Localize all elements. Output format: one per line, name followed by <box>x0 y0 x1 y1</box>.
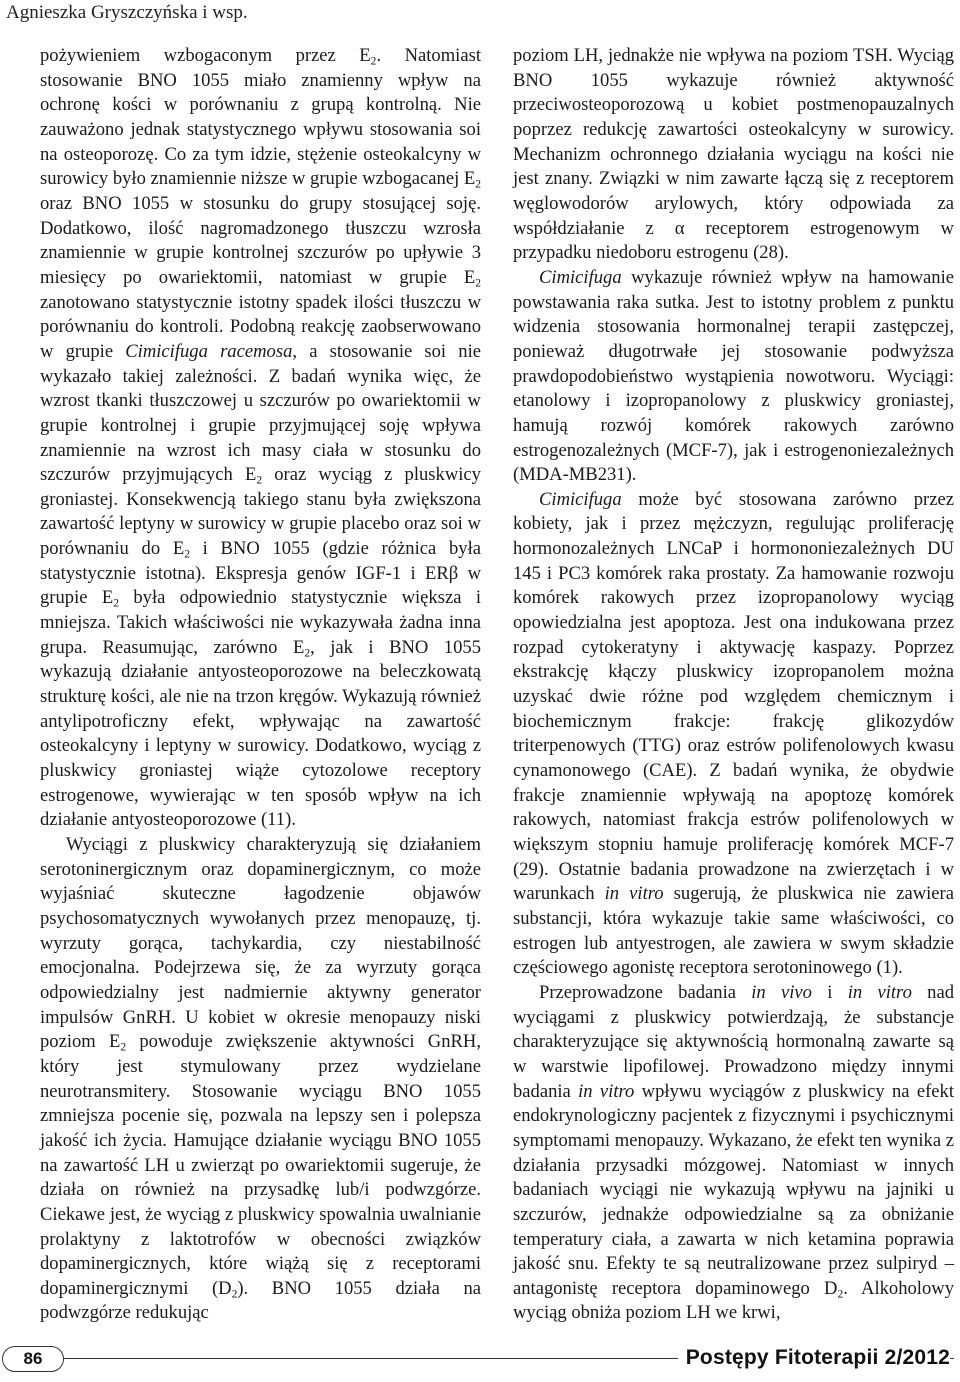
paragraph <box>513 266 954 488</box>
text-run: była odpowiednio statystycznie większa i mniejsza. Takich właściwości nie wykazywała żadna inna grupa. Reasumując, zarówno E <box>40 587 482 658</box>
text-run: zanotowano statystycznie istotny spadek ilości tłuszczu w porównaniu do kontroli. Podobną reakcję zaobserwowano w grupie <box>40 291 481 362</box>
italic-term: in vitro <box>847 981 912 1003</box>
text-run: oraz wyciąg z pluskwicy groniastej. Konsekwencją takiego stanu była zwiększona zawartość leptyny w surowicy w grupie placebo oraz soi w porównaniu do E <box>40 464 481 560</box>
running-header-author: Agnieszka Gryszczyńska i wsp. <box>6 2 248 23</box>
journal-title: Postępy Fitoterapii 2/2012 <box>678 1342 950 1374</box>
text-run: Wyciągi z pluskwicy charakteryzują się działaniem serotoninergicznym oraz dopaminergicznym, co może wyjaśniać skuteczne łagodzenie objawów psychosomatycznych wywołanych przez menopauzę, tj. wyrzuty gorąca, tachykardia, czy niestabilność emocjonalna. Podejrzewa się, że za wyrzuty gorąca odpowiedzialny jest nadmiernie aktywny generator impulsów GnRH. U kobiet w okresie menopauzy niski poziom E <box>40 834 481 1053</box>
text-run: . Alkoholowy wyciąg obniża poziom LH we krwi, <box>513 1277 954 1324</box>
text-run: nad wyciągami z pluskwicy potwierdzają, że substancje charakteryzujące się aktywnością hormonalną zawarte są w warstwie lipofilowej. Prowadzono między innymi badania <box>513 981 954 1102</box>
text-run: wpływu wyciągów z pluskwicy na efekt endokrynologiczny pacjentek z fizycznymi i psychicznymi symptomami menopauzy. Wykazano, że efekt ten wynika z działania przysadki mózgowej. Natomiast w innych badaniach wyciągi nie wykazują wpływu na jajniki u szczurów, jednakże odpowiedzialne są za obniżanie temperatury ciała, a zawarta w nich ketamina poprawia jakość snu. Efekty te są neutralizowane przez sulpiryd – antagonistę receptora dopaminowego D <box>513 1080 954 1299</box>
text-run: sugerują, że pluskwica nie zawiera substancji, która wykazuje takie same właściwości, co estrogen lub antyestrogen, ale zawiera w swym składzie częściowego agonistę receptora serotoninowego (1). <box>513 883 954 979</box>
text-run: wykazuje również wpływ na hamowanie powstawania raka sutka. Jest to istotny problem z punktu widzenia stosowania hormonalnej terapii zastępczej, ponieważ długotrwałe jej stosowanie podwyższa prawdopodobieństwo wystąpienia nowotworu. Wyciągi: etanolowy i izopropanolowy z pluskwicy groniastej, hamują rozwój komórek rakowych zarówno estrogenozależnych (MCF-7), jak i estrogenoniezależnych (MDA-MB231). <box>513 266 954 486</box>
text-column-right <box>513 44 954 1326</box>
page-footer <box>0 1338 960 1382</box>
page-number: 86 <box>2 1346 64 1372</box>
subscript: 2 <box>837 1288 844 1301</box>
subscript: 2 <box>370 55 377 68</box>
italic-term: Cimicifuga <box>539 488 622 510</box>
text-run: i BNO 1055 (gdzie różnica była statystycznie istotna). Ekspresja genów IGF-1 i ERβ w grupie E <box>40 538 481 609</box>
subscript: 2 <box>120 1041 127 1054</box>
text-run: . Natomiast stosowanie BNO 1055 miało znamienny wpływ na ochronę kości w porównaniu z grupą kontrolną. Nie zauważono jednak statystycznego wpływu stosowania soi na osteoporozę. Co za tym idzie, stężenie osteokalcyny w surowicy było znamiennie niższe w grupie wzbogacanej E <box>40 45 481 190</box>
text-run: , a stosowanie soi nie wykazało takiej zależności. Z badań wynika więc, że wzrost tkanki tłuszczowej u szczurów po owariektomii w grupie kontrolnej i grupie przyjmującej soję wpływa znamiennie na wzrost ich masy ciała w stosunku do szczurów przyjmujących E <box>40 340 481 486</box>
italic-term: Cimicifuga <box>539 266 622 288</box>
paragraph <box>40 833 481 1326</box>
text-run: powoduje zwiększenie aktywności GnRH, który jest stymulowany przez wydzielane neurotransmitery. Stosowanie wyciągu BNO 1055 zmniejsza pocenie się, pozwala na lepszy sen i polepsza jakość ich życia. Hamujące działanie wyciągu BNO 1055 na zawartość LH u zwierząt po owariektomii sugeruje, że działa on również na przysadkę lub/i podwzgórze. Ciekawe jest, że wyciąg z pluskwicy spowalnia uwalnianie prolaktyny z laktotrofów w obecności związków dopaminergicznych, które wiążą się z receptorami dopaminergicznymi (D <box>40 1031 482 1299</box>
text-column-left <box>40 44 481 1326</box>
subscript: 2 <box>475 178 482 191</box>
text-run: poziom LH, jednakże nie wpływa na poziom TSH. Wyciąg BNO 1055 wykazuje również aktywność przeciwosteoporozową u kobiet postmenopauzalnych poprzez redukcję zawartości osteokalcyny w surowicy. Mechanizm ochronnego działania wyciągu na kości nie jest znany. Związki w nim zawarte łączą się z receptorem węglowodorów arylowych, który odpowiada za współdziałanie z α receptorem estrogenowym w przypadku niedoboru estrogenu (28). <box>513 45 954 264</box>
text-run: i <box>811 981 848 1003</box>
italic-term: in vivo <box>751 981 812 1003</box>
subscript: 2 <box>475 277 481 290</box>
paragraph <box>40 44 481 833</box>
subscript: 2 <box>231 1288 238 1301</box>
text-run: ). BNO 1055 działa na podwzgórze redukując <box>40 1277 481 1324</box>
italic-term: in vitro <box>578 1080 635 1102</box>
paragraph <box>513 44 954 266</box>
text-run: Przeprowadzone badania <box>539 981 752 1003</box>
text-run: , jak i BNO 1055 wykazują działanie antyosteoporozowe na beleczkowatą strukturę kości, ale nie na trzon kręgów. Wykazują również antylipotroficzny efekt, wpływając na zawartość osteokalcyny i leptyny w surowicy. Dodatkowo, wyciąg z pluskwicy groniastej wiąże cytozolowe receptory estrogenowe, wywierając w ten sposób wpływ na ich działanie antyosteoporozowe (11). <box>40 636 481 831</box>
text-run: może być stosowana zarówno przez kobiety, jak i przez mężczyzn, regulując proliferację hormonozależnych LNCaP i hormononiezależnych DU 145 i PC3 komórek raka prostaty. Za hamowanie rozwoju komórek rakowych przez izopropanolowy wyciąg opowiedzialna jest apoptoza. Jest ona indukowana przez rozpad cytokeratyny i aktywację kaspazy. Poprzez ekstrakcję kłączy pluskwicy izopropanolem można uzyskać dwie różne pod względem chemicznym i biochemicznym frakcje: frakcję glikozydów triterpenowych (TTG) oraz estrów polifenolowych kwasu cynamonowego (CAE). Z badań wynika, że obydwie frakcje znamiennie wpływają na apoptozę komórek rakowych, natomiast frakcja estrów polifenolowych w większym stopniu hamuje proliferację komórek MCF-7 (29). Ostatnie badania prowadzone na zwierzętach i w warunkach <box>513 488 954 905</box>
subscript: 2 <box>256 474 263 487</box>
subscript: 2 <box>304 647 311 660</box>
italic-term: in vitro <box>604 883 664 905</box>
subscript: 2 <box>113 597 119 610</box>
text-run: pożywieniem wzbogaconym przez E <box>40 45 371 66</box>
italic-term: Cimicifuga racemosa <box>125 340 293 362</box>
paragraph <box>513 488 954 981</box>
paragraph <box>513 981 954 1326</box>
text-run: oraz BNO 1055 w stosunku do grupy stosującej soję. Dodatkowo, ilość nagromadzonego tłuszczu wzrosła znamiennie w grupie kontrolnej szczurów po upływie 3 miesięcy po owariektomii, natomiast w grupie E <box>40 192 481 288</box>
subscript: 2 <box>184 548 190 561</box>
